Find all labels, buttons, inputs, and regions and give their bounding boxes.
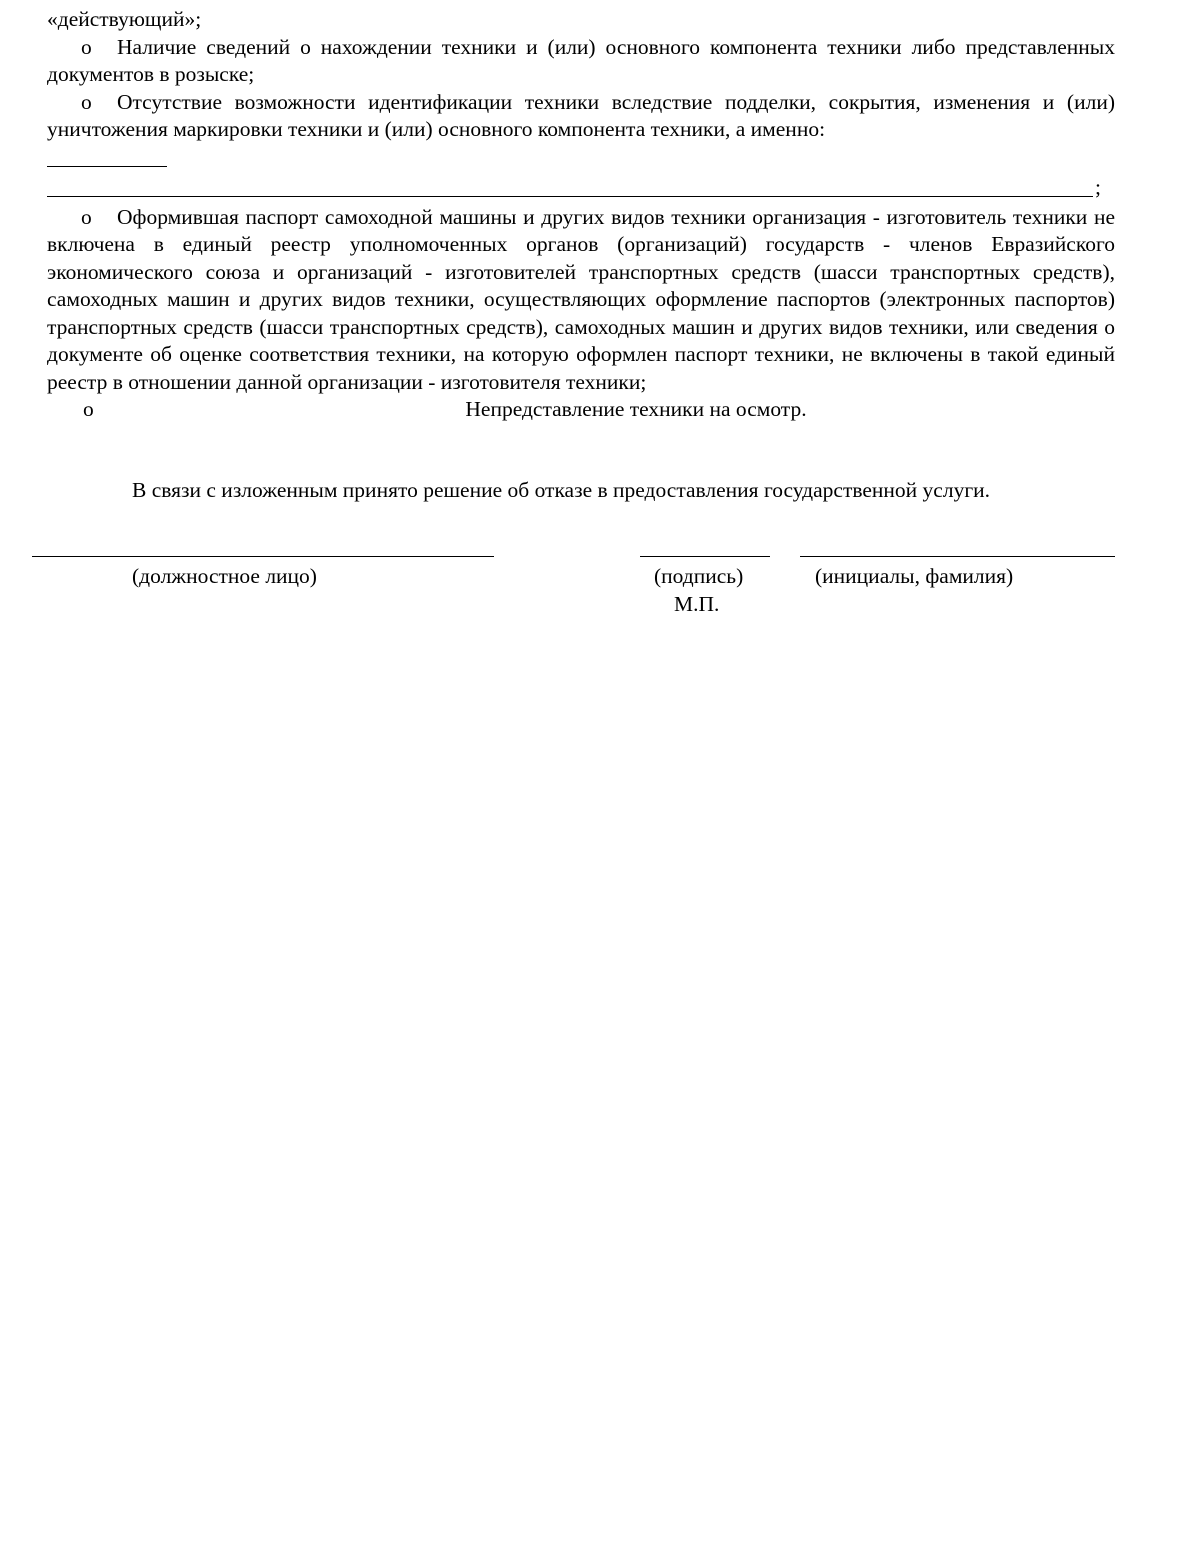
bullet-marker: o [81, 89, 92, 114]
signature-caption: (подпись) [654, 564, 744, 588]
fill-in-blank-short [47, 144, 1115, 174]
blank-line [47, 196, 1093, 197]
bullet-marker: o [81, 204, 92, 229]
blank-end-punctuation: ; [1095, 174, 1101, 199]
official-caption: (должностное лицо) [132, 564, 317, 588]
list-item-text: Наличие сведений о нахождении техники и (или) основного компонента техники либо представленных документов в розыске; [47, 34, 1115, 86]
list-item-text: Оформившая паспорт самоходной машины и других видов техники организация - изготовитель техники не включена в единый реестр уполномоченных органов (организаций) государств - членов Евразийского экономического союза и организаций - изготовителей транспортных средств (шасси транспортных средств), самоходных машин и других видов техники, осуществляющих оформление паспортов (электронных паспортов) транспортных средств (шасси транспортных средств), самоходных машин и других видов техники, или сведения о документе об оценке соответствия техники, на которую оформлен паспорт техники, не включены в такой единый реестр в отношении данной организации - изготовителя техники; [47, 204, 1115, 394]
list-item-text: Отсутствие возможности идентификации техники вследствие подделки, сокрытия, изменения и (или) уничтожения маркировки техники и (или) основного компонента техники, а именно: [47, 89, 1115, 141]
name-caption: (инициалы, фамилия) [815, 564, 1014, 588]
list-item [47, 34, 1115, 89]
fill-in-blank-long [47, 174, 1115, 204]
seal-caption: М.П. [674, 592, 720, 616]
document-body [47, 6, 1115, 424]
conclusion-text: В связи с изложенным принято решение об отказе в предоставления государственной услуги. [132, 478, 991, 502]
list-item [47, 396, 1115, 424]
list-item [47, 89, 1115, 144]
signature-line [640, 556, 770, 557]
list-item-text: Непредставление техники на осмотр. [465, 397, 807, 421]
bullet-marker: o [83, 397, 94, 421]
list-item [47, 204, 1115, 397]
name-signature-line [800, 556, 1115, 557]
bullet-marker: o [81, 34, 92, 59]
intro-line: «действующий»; [47, 7, 202, 31]
official-signature-line [32, 556, 494, 557]
blank-line [47, 166, 167, 167]
